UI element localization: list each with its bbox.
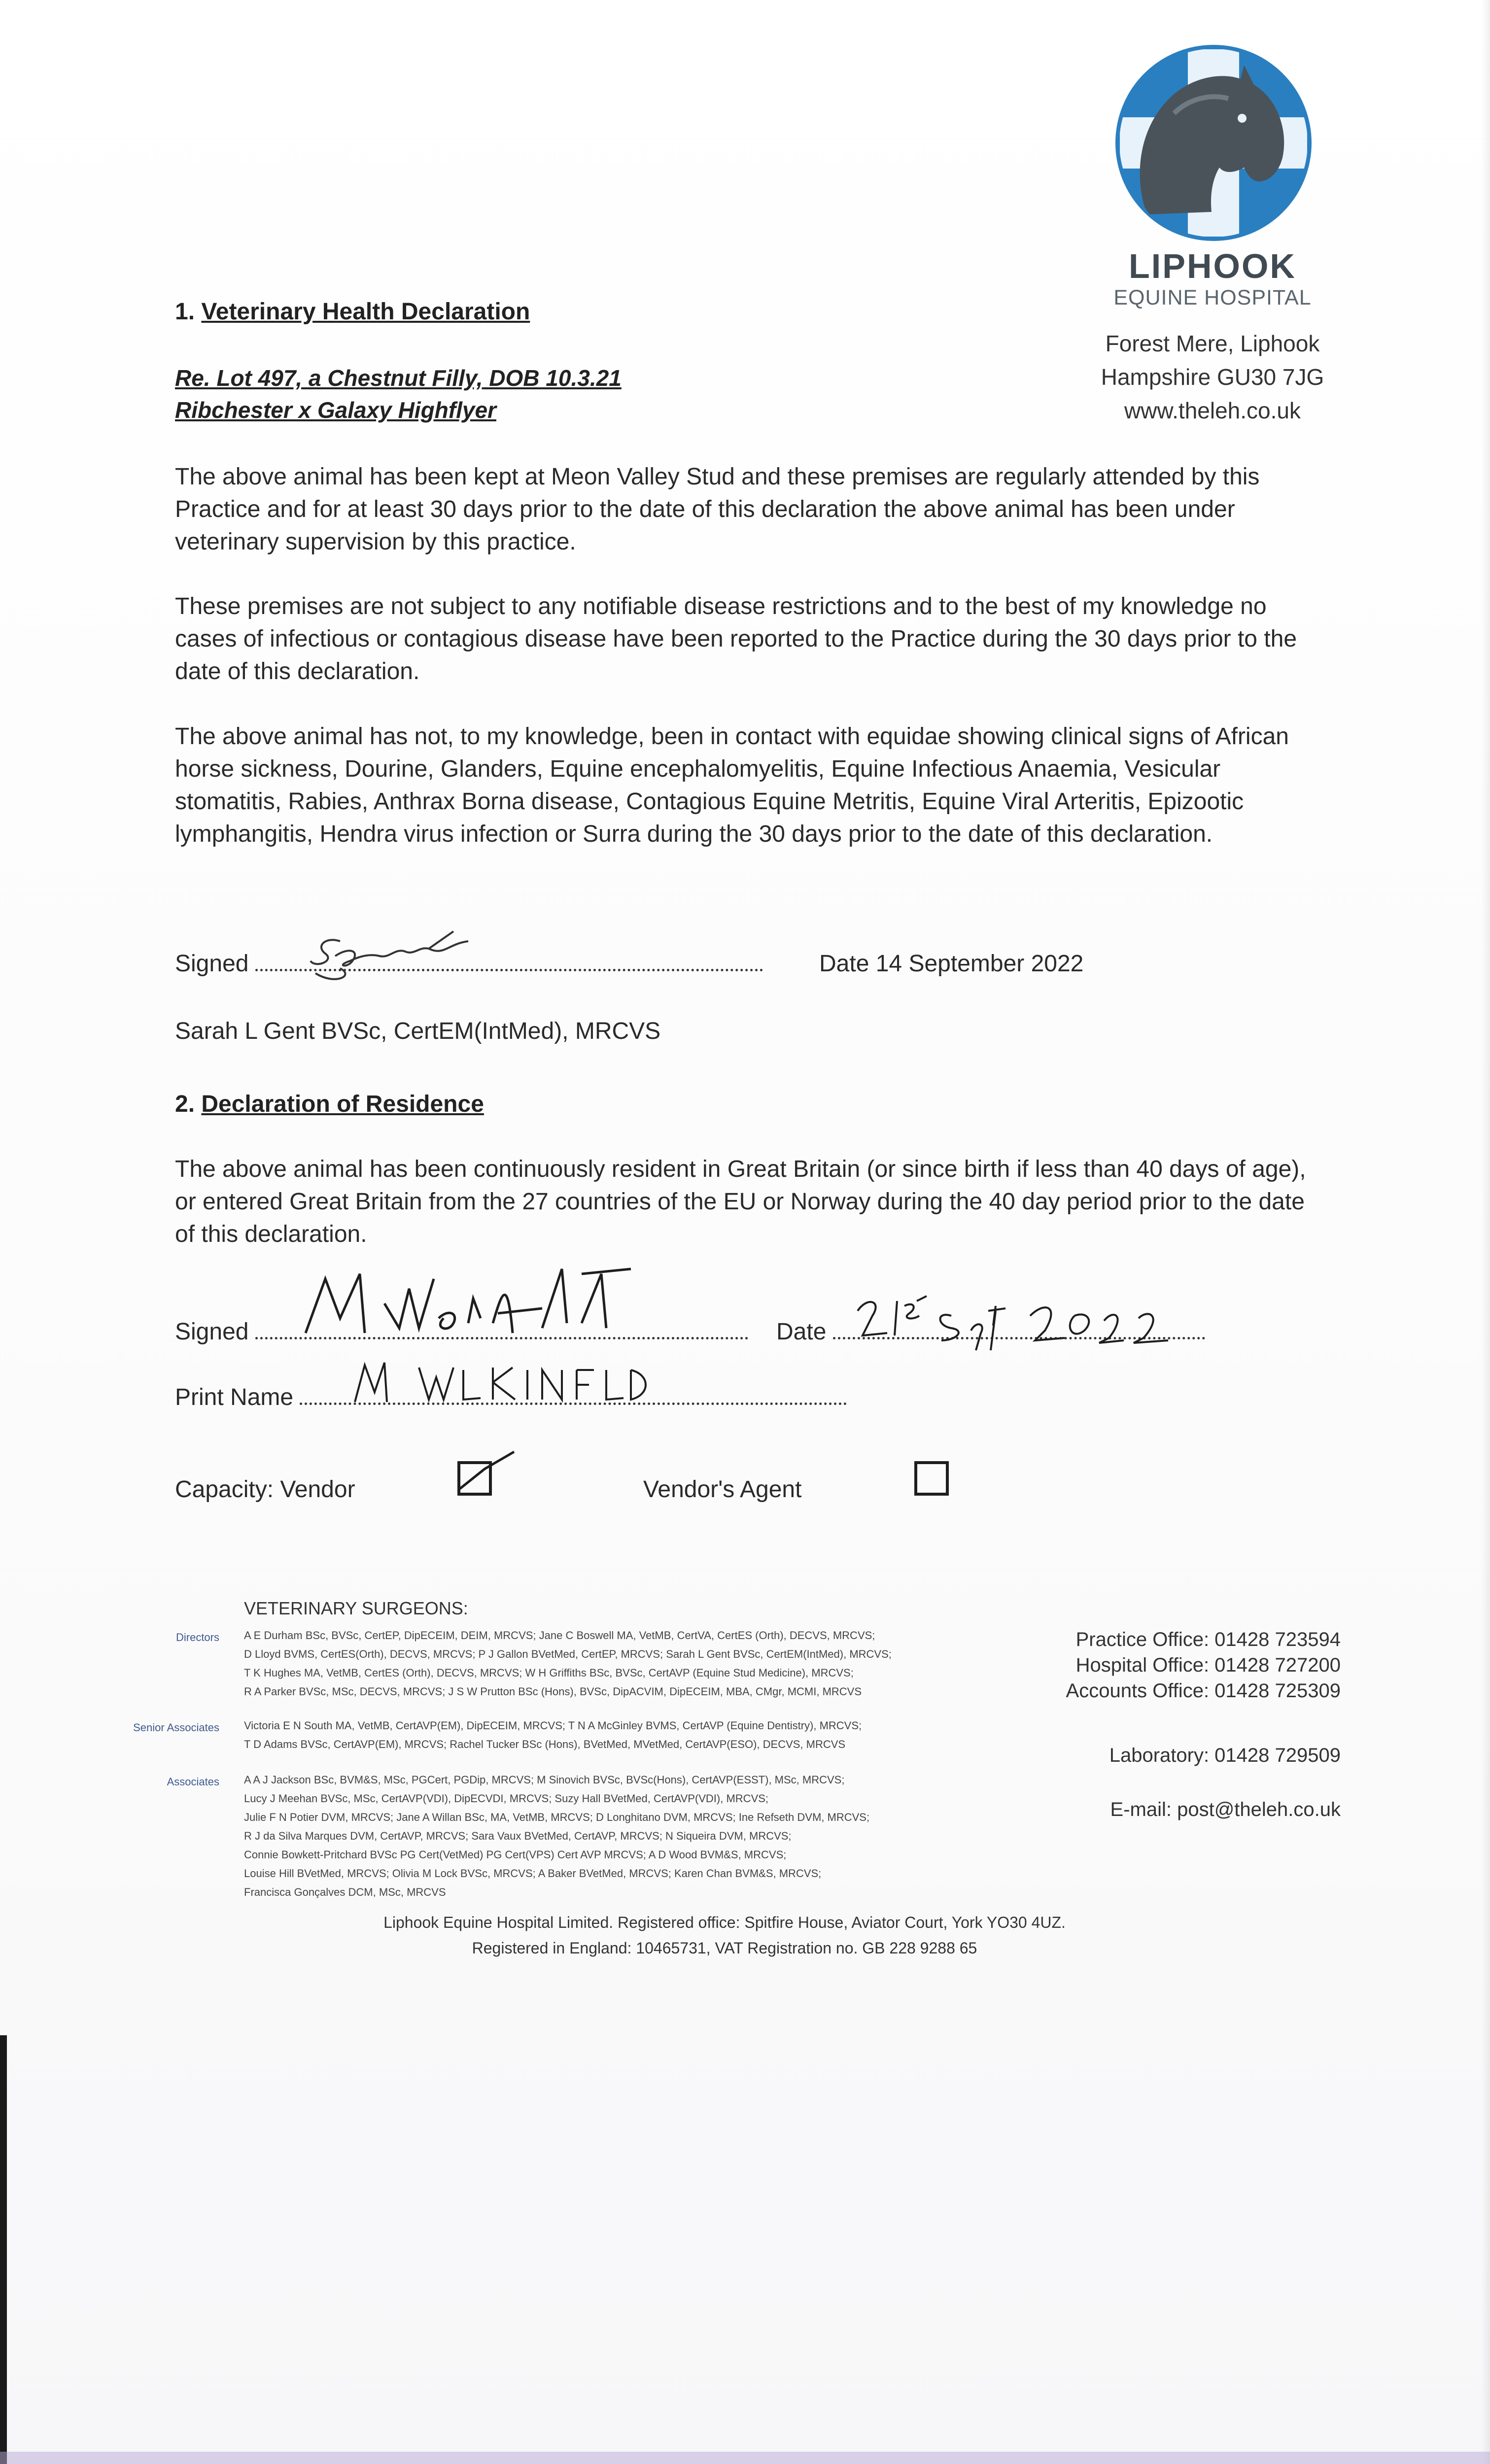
list-item: Victoria E N South MA, VetMB, CertAVP(EM), DipECEIM, MRCVS; T N A McGinley BVMS, CertAVP (Equine Dentistry), MRCVS; bbox=[244, 1719, 862, 1732]
list-item: T D Adams BVSc, CertAVP(EM), MRCVS; Rachel Tucker BSc (Hons), BVetMed, MVetMed, CertAVP(ESO), DECVS, MRCVS bbox=[244, 1738, 846, 1750]
senior-associates-list bbox=[244, 1716, 1033, 1754]
list-item: T K Hughes MA, VetMB, CertES (Orth), DECVS, MRCVS; W H Griffiths BSc, BVSc, CertAVP (Equine Stud Medicine), MRCVS; bbox=[244, 1667, 854, 1679]
vendor-signature bbox=[286, 1259, 660, 1358]
check-mark-icon bbox=[457, 1449, 517, 1494]
brand-subtitle: EQUINE HOSPITAL bbox=[1113, 286, 1312, 309]
list-item: R A Parker BVSc, MSc, DECVS, MRCVS; J S W Prutton BSc (Hons), BVSc, DipACVIM, DipECEIM, MBA, CMgr, MCMI, MRCVS bbox=[244, 1685, 862, 1698]
address-line-2: Hampshire GU30 7JG bbox=[1101, 364, 1324, 390]
vet-signatory-name: Sarah L Gent BVSc, CertEM(IntMed), MRCVS bbox=[175, 1018, 661, 1044]
paragraph-no-restrictions: These premises are not subject to any notifiable disease restrictions and to the best of my knowledge no cases of infectious or contagious disease have been reported to the Practice during the 30 days prior to the date of this declaration. bbox=[175, 593, 1297, 684]
laboratory-phone: Laboratory: 01428 729509 bbox=[1109, 1745, 1341, 1766]
list-item: Louise Hill BVetMed, MRCVS; Olivia M Lock BVSc, MRCVS; A Baker BVetMed, MRCVS; Karen Chan BVM&S, MRCVS; bbox=[244, 1867, 822, 1880]
horse-head-cross-logo bbox=[1115, 44, 1312, 241]
section1-heading bbox=[175, 298, 530, 325]
print-name-label: Print Name bbox=[175, 1384, 294, 1410]
vet-signature bbox=[306, 926, 473, 991]
contact-email[interactable]: E-mail: post@theleh.co.uk bbox=[1110, 1799, 1341, 1820]
vendor-signed-label: Signed bbox=[175, 1319, 249, 1345]
associates-list bbox=[244, 1771, 1033, 1902]
accounts-office-phone: Accounts Office: 01428 725309 bbox=[1066, 1680, 1341, 1702]
section2-heading bbox=[175, 1091, 484, 1118]
list-item: A A J Jackson BSc, BVM&S, MSc, PGCert, PGDip, MRCVS; M Sinovich BVSc, BVSc(Hons), CertAVP(ESST), MSc, MRCVS; bbox=[244, 1774, 845, 1786]
list-item: Connie Bowkett-Pritchard BVSc PG Cert(VetMed) PG Cert(VPS) Cert AVP MRCVS; A D Wood BVM&S, MRCVS; bbox=[244, 1848, 787, 1861]
lot-reference: Re. Lot 497, a Chestnut Filly, DOB 10.3.21 bbox=[175, 365, 622, 391]
veterinary-surgeons-title: VETERINARY SURGEONS: bbox=[244, 1598, 468, 1618]
paragraph-supervision: The above animal has been kept at Meon Valley Stud and these premises are regularly attended by this Practice and for at least 30 days prior to the date of this declaration the above animal has been under veterinary supervision by this practice. bbox=[175, 464, 1260, 555]
hospital-office-phone: Hospital Office: 01428 727200 bbox=[1075, 1654, 1341, 1676]
vendor-agent-label: Vendor's Agent bbox=[643, 1476, 802, 1503]
list-item: Francisca Gonçalves DCM, MSc, MRCVS bbox=[244, 1886, 446, 1898]
signed-label: Signed bbox=[175, 951, 249, 977]
brand-name: LIPHOOK bbox=[1129, 247, 1296, 285]
capacity-vendor-label: Capacity: Vendor bbox=[175, 1476, 355, 1503]
directors-label: Directors bbox=[175, 1631, 219, 1643]
list-item: A E Durham BSc, BVSc, CertEP, DipECEIM, DEIM, MRCVS; Jane C Boswell MA, VetMB, CertVA, CertES (Orth), DECVS, MRCVS; bbox=[244, 1629, 875, 1642]
scan-edge-left bbox=[0, 2035, 7, 2464]
scan-edge-bottom bbox=[0, 2452, 1490, 2464]
vet-declaration-date: Date 14 September 2022 bbox=[819, 951, 1084, 977]
list-item: Julie F N Potier DVM, MRCVS; Jane A Willan BSc, MA, VetMB, MRCVS; D Longhitano DVM, MRCVS; Ine Refseth DVM, MRCVS; bbox=[244, 1811, 870, 1823]
section1-number: 1. bbox=[175, 299, 195, 325]
directors-list bbox=[244, 1626, 1033, 1701]
paragraph-residence: The above animal has been continuously resident in Great Britain (or since birth if less than 40 days of age), or entered Great Britain from the 27 countries of the EU or Norway during the 40 day period prior to the date of this declaration. bbox=[175, 1156, 1306, 1247]
vendor-checkbox[interactable] bbox=[457, 1461, 492, 1496]
paragraph-no-contact: The above animal has not, to my knowledge, been in contact with equidae showing clinical signs of African horse sickness, Dourine, Glanders, Equine encephalomyelitis, Equine Infectious Anaemia, Vesicular stomatitis, Rabies, Anthrax Borna disease, Contagious Equine Metritis, Equine Viral Arteritis, Epizootic lymphangitis, Hendra virus infection or Surra during the 30 days prior to the date of this declaration. bbox=[175, 723, 1289, 847]
section2-title: Declaration of Residence bbox=[201, 1091, 484, 1117]
vendor-date-label: Date bbox=[776, 1319, 827, 1345]
address-line-1: Forest Mere, Liphook bbox=[1105, 331, 1320, 356]
company-registration: Registered in England: 10465731, VAT Registration no. GB 228 9288 65 bbox=[472, 1939, 977, 1957]
print-name-handwritten bbox=[345, 1353, 651, 1412]
registered-office: Liphook Equine Hospital Limited. Registered office: Spitfire House, Aviator Court, York YO30 4UZ. bbox=[383, 1914, 1066, 1931]
scan-edge-right bbox=[1481, 0, 1490, 2464]
associates-label: Associates bbox=[167, 1776, 219, 1788]
list-item: D Lloyd BVMS, CertES(Orth), DECVS, MRCVS; P J Gallon BVetMed, CertEP, MRCVS; Sarah L Gent BVSc, CertEM(IntMed), MRCVS; bbox=[244, 1648, 892, 1660]
list-item: R J da Silva Marques DVM, CertAVP, MRCVS; Sara Vaux BVetMed, CertAVP, MRCVS; N Siqueira DVM, MRCVS; bbox=[244, 1830, 792, 1842]
senior-associates-label: Senior Associates bbox=[133, 1721, 219, 1734]
section2-number: 2. bbox=[175, 1091, 195, 1117]
practice-office-phone: Practice Office: 01428 723594 bbox=[1075, 1629, 1341, 1650]
website-link[interactable]: www.theleh.co.uk bbox=[1124, 398, 1301, 423]
list-item: Lucy J Meehan BVSc, MSc, CertAVP(VDI), DipECVDI, MRCVS; Suzy Hall BVetMed, CertAVP(VDI), MRCVS; bbox=[244, 1792, 769, 1805]
section1-title: Veterinary Health Declaration bbox=[201, 299, 530, 325]
vendor-date-handwritten bbox=[848, 1281, 1183, 1355]
lot-pedigree: Ribchester x Galaxy Highflyer bbox=[175, 397, 496, 423]
vendor-agent-checkbox[interactable] bbox=[914, 1461, 949, 1496]
